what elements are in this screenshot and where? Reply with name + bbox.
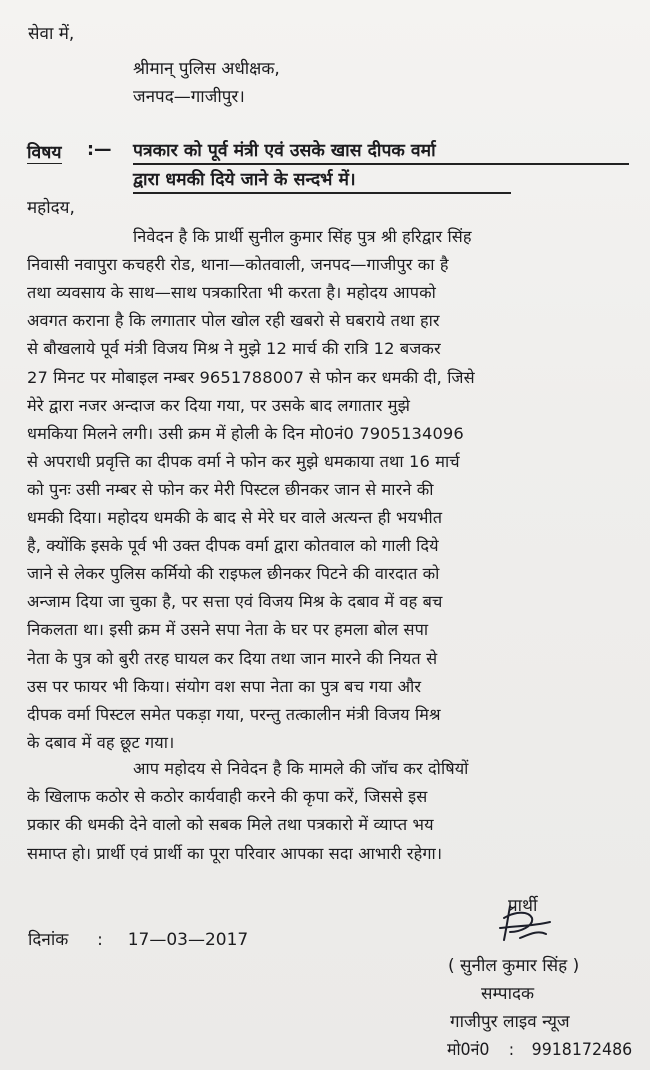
body-line: दीपक वर्मा पिस्टल समेत पकड़ा गया, परन्तु तत्कालीन मंत्री विजय मिश्र: [27, 705, 441, 724]
sender-designation: सम्पादक: [481, 984, 535, 1004]
request-line: के खिलाफ कठोर से कठोर कार्यवाही करने की कृपा करें, जिससे इस: [27, 787, 428, 806]
subject-underline-2: [133, 192, 511, 194]
mobile-number: 9918172486: [531, 1040, 633, 1060]
signature-mark: [480, 888, 560, 948]
subject-line-2: द्वारा धमकी दिये जाने के सन्दर्भ में।: [133, 170, 356, 190]
subject-line-1: पत्रकार को पूर्व मंत्री एवं उसके खास दीपक वर्मा: [133, 141, 436, 161]
body-line: निवेदन है कि प्रार्थी सुनील कुमार सिंह पुत्र श्री हरिद्वार सिंह: [133, 227, 472, 246]
subject-label: विषय: [27, 143, 62, 163]
addressee-title: श्रीमान् पुलिस अधीक्षक,: [133, 59, 280, 79]
sender-organisation: गाजीपुर लाइव न्यूज: [450, 1012, 570, 1032]
body-line: तथा व्यवसाय के साथ—साथ पत्रकारिता भी करता है। महोदय आपको: [27, 283, 436, 302]
body-line: निकलता था। इसी क्रम में उसने सपा नेता के घर पर हमला बोल सपा: [27, 620, 429, 639]
date-value: 17—03—2017: [127, 930, 249, 950]
body-line: अवगत कराना है कि लगातार पोल खोल रही खबरो से घबराये तथा हार: [27, 311, 440, 330]
mobile-separator: :: [508, 1040, 515, 1060]
request-line: प्रकार की धमकी देने वालो को सबक मिले तथा पत्रकारो में व्याप्त भय: [27, 815, 434, 834]
sender-mobile-row: [447, 1039, 632, 1061]
body-line: है, क्योंकि इसके पूर्व भी उक्त दीपक वर्मा द्वारा कोतवाल को गाली दिये: [27, 536, 439, 555]
body-line: मेरे द्वारा नजर अन्दाज कर दिया गया, पर उसके बाद लगातार मुझे: [27, 396, 410, 415]
body-line: को पुनः उसी नम्बर से फोन कर मेरी पिस्टल छीनकर जान से मारने की: [27, 480, 434, 499]
request-line: आप महोदय से निवेदन है कि मामले की जॉच कर दोषियों: [133, 759, 469, 778]
addressee-district: जनपद—गाजीपुर।: [133, 87, 245, 107]
body-line: धमकी दिया। महोदय धमकी के बाद से मेरे घर वाले अत्यन्त ही भयभीत: [27, 508, 443, 527]
sender-name: ( सुनील कुमार सिंह ): [448, 956, 580, 976]
body-line: से अपराधी प्रवृत्ति का दीपक वर्मा ने फोन कर मुझे धमकाया तथा 16 मार्च: [27, 452, 460, 471]
body-line: धमकिया मिलने लगी। उसी क्रम में होली के दिन मो0नं0 7905134096: [27, 424, 464, 443]
date-row: [28, 929, 248, 951]
body-line: अन्जाम दिया जा चुका है, पर सत्ता एवं विजय मिश्र के दबाव में वह बच: [27, 592, 443, 611]
body-line: निवासी नवापुरा कचहरी रोड, थाना—कोतवाली, जनपद—गाजीपुर का है: [27, 255, 449, 274]
subject-underline-1: [133, 163, 629, 165]
salutation-to: सेवा में,: [28, 24, 75, 44]
request-line: समाप्त हो। प्रार्थी एवं प्रार्थी का पूरा परिवार आपका सदा आभारी रहेगा।: [27, 844, 443, 863]
date-separator: :: [97, 930, 103, 950]
body-line: उस पर फायर भी किया। संयोग वश सपा नेता का पुत्र बच गया और: [27, 677, 422, 696]
mobile-label: मो0नं0: [447, 1040, 490, 1060]
body-line: 27 मिनट पर मोबाइल नम्बर 9651788007 से फोन कर धमकी दी, जिसे: [27, 368, 475, 387]
date-label: दिनांक: [28, 930, 69, 950]
body-line: के दबाव में वह छूट गया।: [27, 733, 175, 752]
body-line: जाने से लेकर पुलिस कर्मियो की राइफल छीनकर पिटने की वारदात को: [27, 564, 440, 583]
subject-separator: :—: [87, 140, 112, 160]
body-line: से बौखलाये पूर्व मंत्री विजय मिश्र ने मुझे 12 मार्च की रात्रि 12 बजकर: [27, 339, 441, 358]
signoff-label: प्रार्थी: [508, 896, 538, 916]
greeting: महोदय,: [27, 198, 75, 218]
body-line: नेता के पुत्र को बुरी तरह घायल कर दिया तथा जान मारने की नियत से: [27, 649, 438, 668]
